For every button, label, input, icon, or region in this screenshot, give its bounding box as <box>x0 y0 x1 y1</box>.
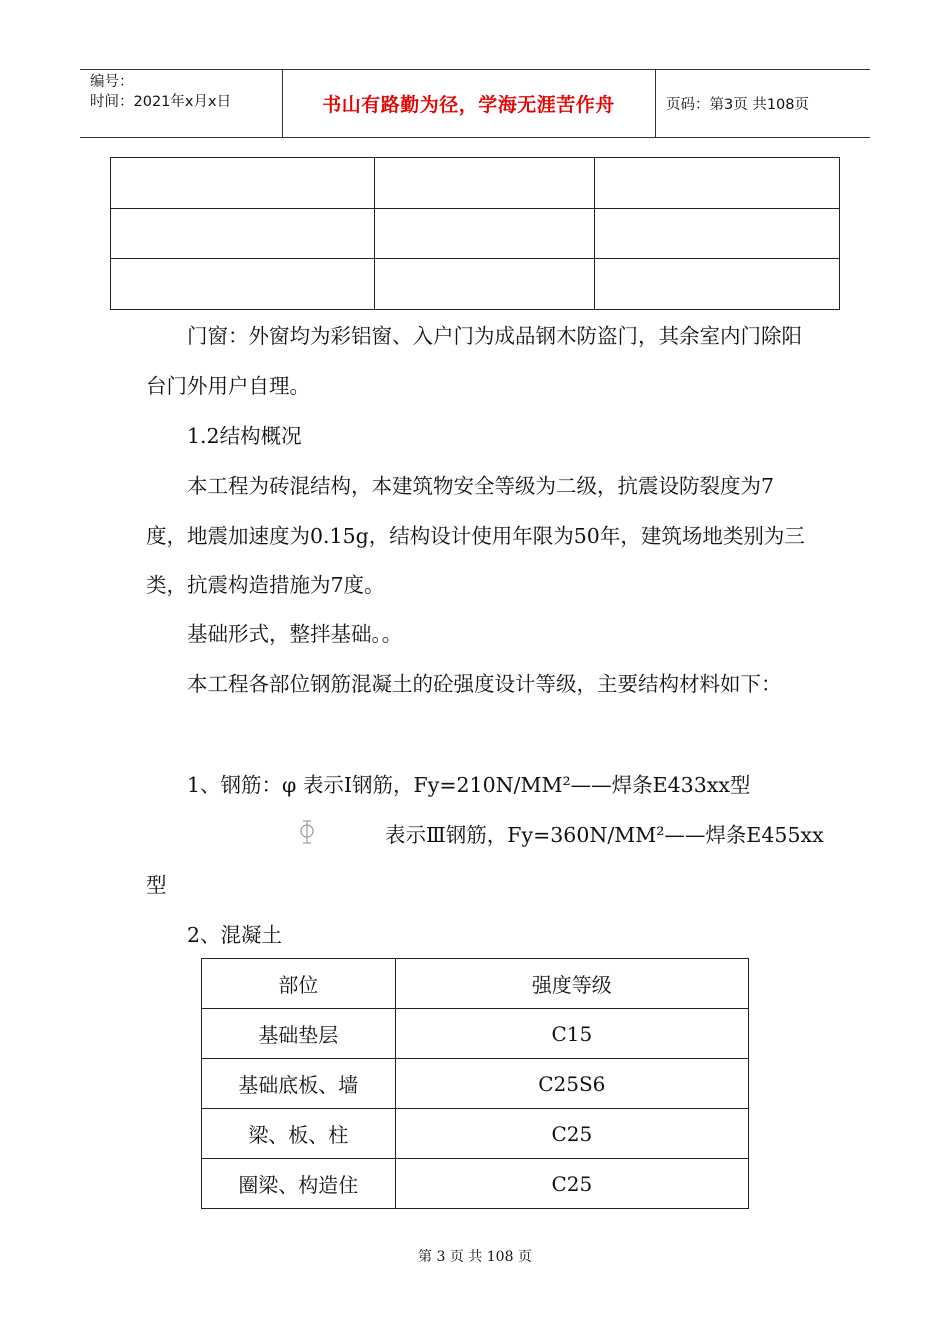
table-cell: 圈梁、构造住 <box>202 1159 396 1209</box>
rebar-line-2-cont: 型 <box>146 873 167 897</box>
rebar-line-1: 1、钢筋：φ 表示Ⅰ钢筋，Fy=210N/MM²——焊条E433xx型 <box>187 773 751 797</box>
table-cell <box>595 209 840 259</box>
column-header: 部位 <box>202 959 396 1009</box>
section-title: 1.2结构概况 <box>187 424 302 448</box>
table-cell: C25 <box>395 1159 748 1209</box>
header-page-info: 页码：第3页 共108页 <box>666 97 810 113</box>
table-row <box>202 1009 749 1059</box>
doc-number-label: 编号： <box>90 74 134 90</box>
table-cell <box>595 259 840 310</box>
paragraph-materials-intro: 本工程各部位钢筋混凝土的砼强度设计等级，主要结构材料如下： <box>187 672 782 696</box>
table-cell: 梁、板、柱 <box>202 1109 396 1159</box>
table-cell: 基础底板、墙 <box>202 1059 396 1109</box>
rebar-line-2: 表示Ⅲ钢筋，Fy=360N/MM²——焊条E455xx <box>385 823 824 847</box>
doc-date: 时间：2021年x月x日 <box>90 94 232 110</box>
table-cell: C25 <box>395 1109 748 1159</box>
table-cell <box>374 209 595 259</box>
table-row <box>202 1109 749 1159</box>
rebar-grade3-icon <box>298 818 316 846</box>
header-meta <box>90 72 231 112</box>
paragraph-doors: 门窗：外窗均为彩铝窗、入户门为成品钢木防盗门，其余室内门除阳台门外用户自理。 <box>146 324 802 398</box>
paragraph-structure: 本工程为砖混结构，本建筑物安全等级为二级，抗震设防裂度为7度，地震加速度为0.15g，结构设计使用年限为50年，建筑场地类别为三类，抗震构造措施为7度。 <box>146 474 805 597</box>
column-header: 强度等级 <box>395 959 748 1009</box>
header-divider <box>655 70 656 137</box>
empty-table <box>110 157 840 310</box>
table-cell <box>111 158 375 209</box>
table-cell <box>374 259 595 310</box>
table-cell <box>374 158 595 209</box>
table-header-row <box>202 959 749 1009</box>
concrete-title: 2、混凝土 <box>187 923 283 947</box>
page-header <box>80 69 870 138</box>
table-row <box>202 1059 749 1109</box>
table-cell <box>111 259 375 310</box>
paragraph-foundation: 基础形式，整拌基础。。 <box>187 622 403 646</box>
concrete-table <box>201 958 749 1209</box>
table-cell <box>111 209 375 259</box>
table-cell: 基础垫层 <box>202 1009 396 1059</box>
table-cell: C25S6 <box>395 1059 748 1109</box>
page-footer: 第 3 页 共 108 页 <box>418 1249 532 1265</box>
table-cell <box>595 158 840 209</box>
table-row <box>202 1159 749 1209</box>
table-cell: C15 <box>395 1009 748 1059</box>
header-motto: 书山有路勤为径，学海无涯苦作舟 <box>322 94 615 116</box>
